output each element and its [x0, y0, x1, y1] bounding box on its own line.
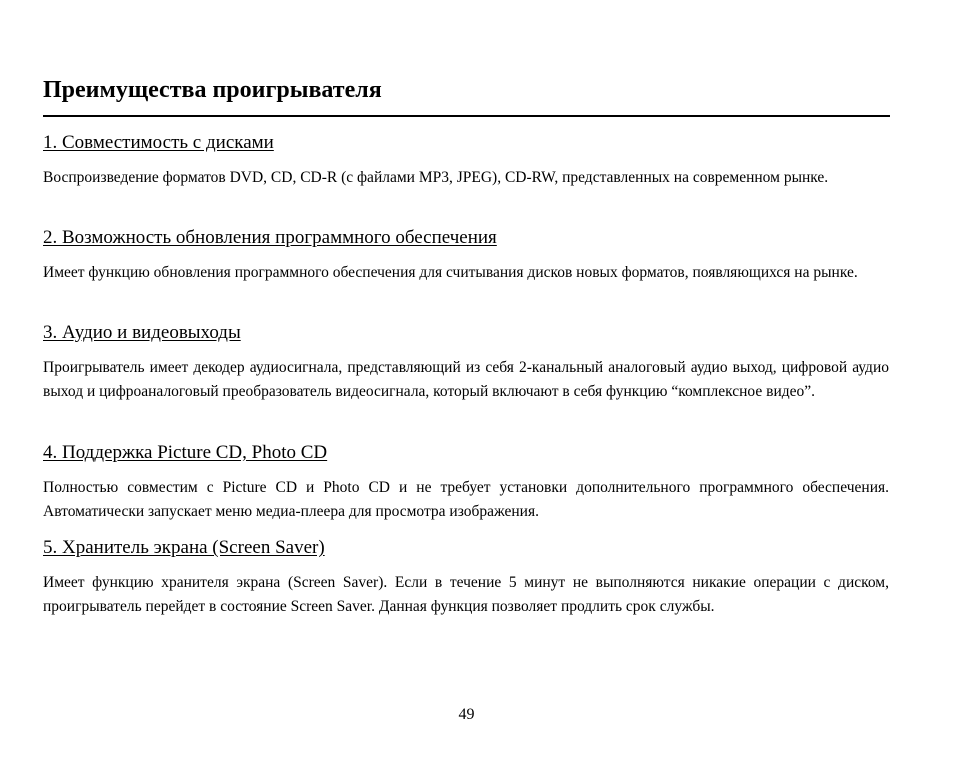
section-text-audio-video-outputs: Проигрыватель имеет декодер аудиосигнала, представляющий из себя 2-канальный аналоговый аудио выход, цифровой аудио выход и цифроаналоговый преобразователь видеосигнала, который включают в себя функцию “комплексное видео”. [43, 359, 889, 400]
section-heading-audio-video-outputs: 3. Аудио и видеовыходы [43, 322, 241, 343]
section-heading-picture-cd-support: 4. Поддержка Picture CD, Photo CD [43, 442, 328, 463]
section-text-compatibility: Воспроизведение форматов DVD, CD, CD-R (с файлами MP3, JPEG), CD-RW, представленных на современном рынке. [43, 169, 829, 186]
section-text-software-update: Имеет функцию обновления программного обеспечения для считывания дисков новых форматов, появляющихся на рынке. [43, 264, 858, 281]
page-number: 49 [458, 706, 475, 723]
section-text-picture-cd-support: Полностью совместим с Picture CD и Photo CD и не требует установки дополнительного программного обеспечения. Автоматически запускает меню медиа-плеера для просмотра изображения. [43, 479, 889, 520]
title-divider [43, 115, 890, 117]
section-heading-screen-saver: 5. Хранитель экрана (Screen Saver) [43, 537, 325, 558]
section-heading-compatibility: 1. Совместимость с дисками [43, 132, 274, 153]
section-text-screen-saver: Имеет функцию хранителя экрана (Screen Saver). Если в течение 5 минут не выполняются никакие операции с диском, проигрыватель перейдет в состояние Screen Saver. Данная функция позволяет продлить срок службы. [43, 574, 889, 615]
document-page [43, 0, 890, 781]
section-heading-software-update: 2. Возможность обновления программного обеспечения [43, 227, 497, 248]
page-title: Преимущества проигрывателя [43, 77, 382, 103]
